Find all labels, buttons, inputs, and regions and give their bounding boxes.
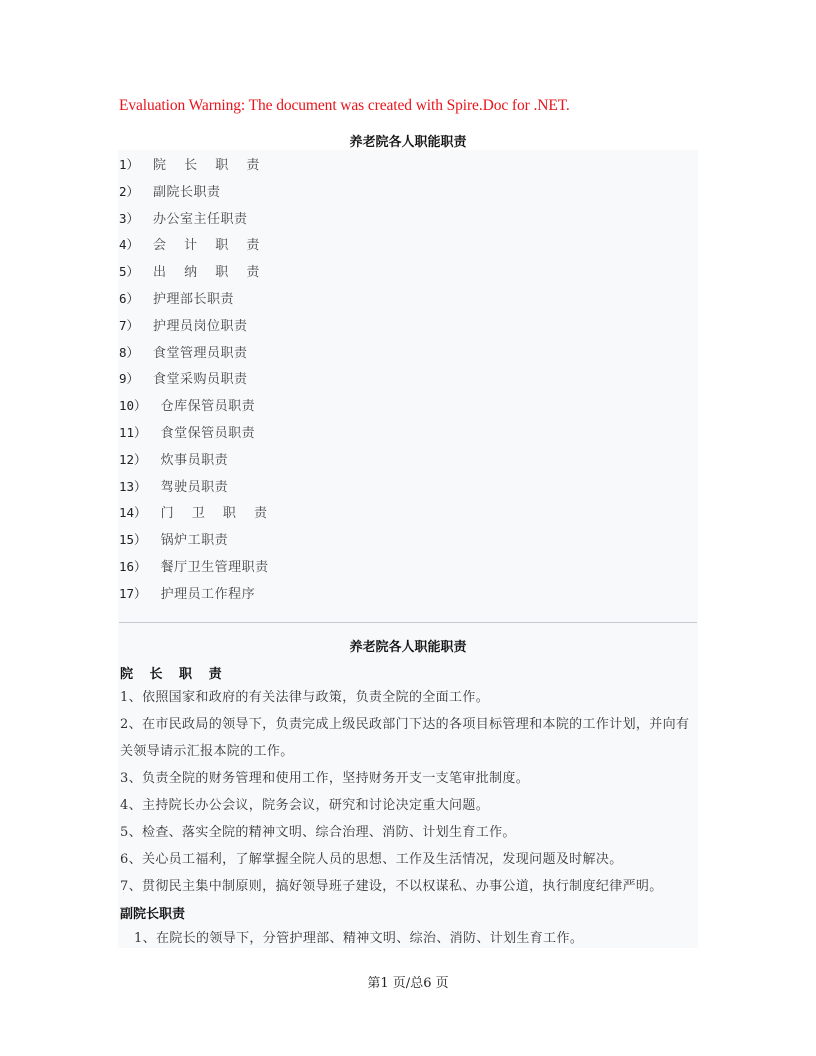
toc-number: 11） — [119, 424, 147, 440]
toc-item — [119, 503, 274, 530]
heading-director-duties: 院 长 职 责 — [120, 667, 228, 682]
toc-number: 2） — [119, 183, 140, 199]
toc-number: 14） — [119, 505, 147, 521]
table-of-contents — [119, 155, 274, 611]
toc-number: 17） — [119, 585, 147, 601]
toc-item — [119, 369, 274, 396]
toc-item — [119, 209, 274, 236]
toc-label: 会 计 职 责 — [153, 238, 267, 254]
toc-number: 1） — [119, 157, 140, 172]
toc-label: 仓库保管员职责 — [160, 399, 256, 415]
toc-label: 护理部长职责 — [153, 291, 235, 307]
toc-label: 食堂管理员职责 — [153, 345, 248, 361]
paragraph: 4、主持院长办公会议，院务会议，研究和讨论决定重大问题。 — [120, 798, 490, 813]
toc-label: 院 长 职 责 — [153, 158, 267, 173]
toc-label: 门 卫 职 责 — [160, 506, 274, 522]
toc-item — [119, 316, 274, 343]
toc-number: 16） — [119, 558, 147, 574]
toc-number: 3） — [119, 210, 140, 226]
toc-number: 5） — [119, 264, 140, 280]
toc-number: 7） — [119, 317, 140, 333]
toc-label: 食堂采购员职责 — [153, 372, 248, 388]
toc-label: 驾驶员职责 — [160, 479, 229, 495]
toc-number: 6） — [119, 290, 140, 306]
page-footer: 第1 页/总6 页 — [367, 976, 449, 991]
toc-number: 8） — [119, 344, 140, 360]
paragraph: 6、关心员工福利，了解掌握全院人员的思想、工作及生活情况，发现问题及时解决。 — [120, 852, 623, 867]
paragraph: 1、在院长的领导下，分管护理部、精神文明、综治、消防、计划生育工作。 — [134, 931, 584, 946]
toc-label: 护理员工作程序 — [160, 586, 256, 602]
toc-label: 炊事员职责 — [160, 452, 229, 468]
toc-item — [119, 262, 274, 289]
toc-number: 4） — [119, 237, 140, 253]
toc-label: 食堂保管员职责 — [160, 425, 256, 441]
toc-item — [119, 155, 274, 182]
toc-item — [119, 584, 274, 611]
paragraph: 2、在市民政局的领导下，负责完成上级民政部门下达的各项目标管理和本院的工作计划，并向有关领导请示汇报本院的工作。 — [120, 717, 690, 759]
paragraph: 5、检查、落实全院的精神文明、综合治理、消防、计划生育工作。 — [120, 825, 516, 840]
toc-item — [119, 530, 274, 557]
toc-item — [119, 477, 274, 504]
toc-item — [119, 343, 274, 370]
toc-item — [119, 289, 274, 316]
toc-label: 办公室主任职责 — [153, 211, 248, 227]
toc-label: 副院长职责 — [153, 184, 221, 200]
toc-label: 出 纳 职 责 — [153, 265, 267, 281]
toc-number: 12） — [119, 451, 147, 467]
document-title: 养老院各人职能职责 — [349, 135, 467, 150]
toc-item — [119, 235, 274, 262]
paragraph: 1、依照国家和政府的有关法律与政策，负责全院的全面工作。 — [120, 690, 490, 705]
section-title: 养老院各人职能职责 — [349, 640, 467, 655]
toc-item — [119, 396, 274, 423]
toc-number: 13） — [119, 478, 147, 494]
toc-label: 锅炉工职责 — [160, 533, 229, 549]
paragraph: 7、贯彻民主集中制原则，搞好领导班子建设，不以权谋私、办事公道，执行制度纪律严明。 — [120, 879, 663, 894]
heading-deputy-director-duties: 副院长职责 — [120, 907, 186, 922]
paragraph: 3、负责全院的财务管理和使用工作，坚持财务开支一支笔审批制度。 — [120, 771, 530, 786]
toc-number: 10） — [119, 398, 147, 414]
toc-item — [119, 450, 274, 477]
toc-item — [119, 423, 274, 450]
toc-number: 9） — [119, 371, 140, 387]
toc-label: 护理员岗位职责 — [153, 318, 248, 334]
toc-item — [119, 182, 274, 209]
evaluation-warning: Evaluation Warning: The document was created with Spire.Doc for .NET. — [119, 97, 570, 114]
toc-number: 15） — [119, 532, 147, 548]
toc-item — [119, 557, 274, 584]
section-divider — [119, 622, 697, 623]
toc-label: 餐厅卫生管理职责 — [160, 559, 269, 575]
